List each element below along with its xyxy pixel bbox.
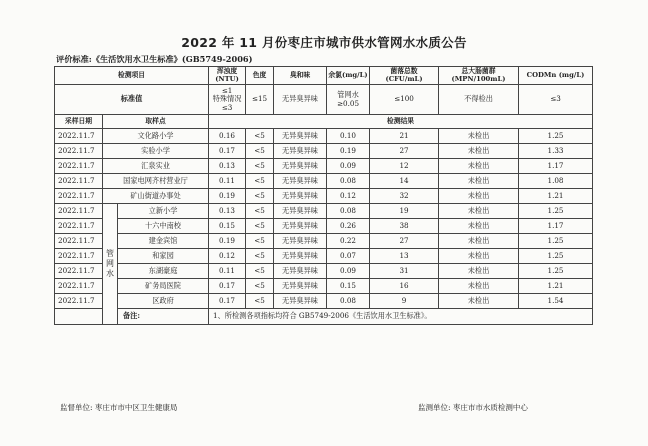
chlorine-value: 0.08 — [327, 204, 370, 219]
standard-coliform: 不得检出 — [439, 85, 519, 115]
sample-date: 2022.11.7 — [55, 264, 103, 279]
coliform-value: 未检出 — [439, 144, 519, 159]
odor-value: 无异臭异味 — [274, 144, 327, 159]
sample-point: 国家电网齐村营业厅 — [103, 174, 209, 189]
color-value: <5 — [246, 129, 274, 144]
monitor-unit: 监测单位: 枣庄市市水质检测中心 — [418, 403, 528, 412]
turbidity-value: 0.13 — [209, 204, 246, 219]
standard-odor: 无异臭异味 — [274, 85, 327, 115]
subheader-date: 采样日期 — [55, 115, 103, 129]
turbidity-value: 0.17 — [209, 294, 246, 309]
bacteria-value: 19 — [370, 204, 439, 219]
chlorine-value: 0.12 — [327, 189, 370, 204]
table-row — [55, 144, 593, 159]
chlorine-value: 0.08 — [327, 174, 370, 189]
sample-point: 实验小学 — [103, 144, 209, 159]
sample-date: 2022.11.7 — [55, 174, 103, 189]
table-row — [55, 219, 593, 234]
cod-value: 1.21 — [519, 279, 593, 294]
sample-point: 建金宾馆 — [118, 234, 209, 249]
coliform-value: 未检出 — [439, 264, 519, 279]
odor-value: 无异臭异味 — [274, 174, 327, 189]
group-label: 管 网 水 — [103, 204, 118, 325]
turbidity-value: 0.19 — [209, 189, 246, 204]
sample-date: 2022.11.7 — [55, 159, 103, 174]
table-row — [55, 234, 593, 249]
bacteria-value: 16 — [370, 279, 439, 294]
table-row — [55, 264, 593, 279]
odor-value: 无异臭异味 — [274, 249, 327, 264]
turbidity-value: 0.17 — [209, 279, 246, 294]
odor-value: 无异臭异味 — [274, 129, 327, 144]
bacteria-value: 27 — [370, 234, 439, 249]
chlorine-value: 0.22 — [327, 234, 370, 249]
odor-value: 无异臭异味 — [274, 189, 327, 204]
cod-value: 1.25 — [519, 129, 593, 144]
odor-value: 无异臭异味 — [274, 279, 327, 294]
header-bacteria: 菌落总数 (CFU/mL) — [370, 67, 439, 85]
header-odor: 臭和味 — [274, 67, 327, 85]
sample-point: 汇泉实业 — [103, 159, 209, 174]
coliform-value: 未检出 — [439, 279, 519, 294]
bacteria-value: 14 — [370, 174, 439, 189]
remarks-row — [55, 309, 593, 325]
chlorine-value: 0.09 — [327, 159, 370, 174]
coliform-value: 未检出 — [439, 234, 519, 249]
sample-point: 区政府 — [118, 294, 209, 309]
standard-bacteria: ≤100 — [370, 85, 439, 115]
table-row — [55, 159, 593, 174]
supervisor-unit: 监督单位: 枣庄市市中区卫生健康局 — [60, 403, 178, 412]
table-row — [55, 174, 593, 189]
cod-value: 1.33 — [519, 144, 593, 159]
coliform-value: 未检出 — [439, 294, 519, 309]
turbidity-value: 0.11 — [209, 264, 246, 279]
subheader-results: 检测结果 — [209, 115, 593, 129]
evaluation-standard: 评价标准:《生活饮用水卫生标准》(GB5749-2006) — [56, 54, 253, 64]
odor-value: 无异臭异味 — [274, 234, 327, 249]
coliform-value: 未检出 — [439, 174, 519, 189]
bacteria-value: 31 — [370, 264, 439, 279]
bacteria-value: 32 — [370, 189, 439, 204]
odor-value: 无异臭异味 — [274, 159, 327, 174]
sample-date: 2022.11.7 — [55, 249, 103, 264]
color-value: <5 — [246, 219, 274, 234]
bacteria-value: 9 — [370, 294, 439, 309]
standard-chlorine: 管网水 ≥0.05 — [327, 85, 370, 115]
table-row — [55, 129, 593, 144]
odor-value: 无异臭异味 — [274, 219, 327, 234]
chlorine-value: 0.07 — [327, 249, 370, 264]
odor-value: 无异臭异味 — [274, 204, 327, 219]
color-value: <5 — [246, 174, 274, 189]
turbidity-value: 0.15 — [209, 219, 246, 234]
sample-point: 矿务局医院 — [118, 279, 209, 294]
header-row — [55, 67, 593, 85]
chlorine-value: 0.26 — [327, 219, 370, 234]
remarks-label: 备注: — [55, 309, 209, 325]
cod-value: 1.25 — [519, 234, 593, 249]
color-value: <5 — [246, 234, 274, 249]
cod-value: 1.25 — [519, 204, 593, 219]
color-value: <5 — [246, 264, 274, 279]
odor-value: 无异臭异味 — [274, 264, 327, 279]
bacteria-value: 12 — [370, 159, 439, 174]
turbidity-value: 0.19 — [209, 234, 246, 249]
sample-point: 东湖豪庭 — [118, 264, 209, 279]
chlorine-value: 0.19 — [327, 144, 370, 159]
cod-value: 1.17 — [519, 219, 593, 234]
color-value: <5 — [246, 279, 274, 294]
bacteria-value: 21 — [370, 129, 439, 144]
header-turbidity: 浑浊度 (NTU) — [209, 67, 246, 85]
sample-date: 2022.11.7 — [55, 189, 103, 204]
sample-date: 2022.11.7 — [55, 144, 103, 159]
coliform-value: 未检出 — [439, 249, 519, 264]
sample-date: 2022.11.7 — [55, 129, 103, 144]
color-value: <5 — [246, 249, 274, 264]
page-title: 2022 年 11 月份枣庄市城市供水管网水水质公告 — [181, 35, 467, 50]
cod-value: 1.54 — [519, 294, 593, 309]
header-cod: CODMn (mg/L) — [519, 67, 593, 85]
color-value: <5 — [246, 189, 274, 204]
standard-color: ≤15 — [246, 85, 274, 115]
water-quality-table — [54, 66, 593, 325]
sample-date: 2022.11.7 — [55, 219, 103, 234]
turbidity-value: 0.12 — [209, 249, 246, 264]
sample-point: 十六中南校 — [118, 219, 209, 234]
bacteria-value: 27 — [370, 144, 439, 159]
sample-date: 2022.11.7 — [55, 204, 103, 219]
table-row — [55, 279, 593, 294]
color-value: <5 — [246, 159, 274, 174]
sample-point: 矿山街道办事处 — [103, 189, 209, 204]
chlorine-value: 0.08 — [327, 294, 370, 309]
cod-value: 1.25 — [519, 249, 593, 264]
turbidity-value: 0.13 — [209, 159, 246, 174]
table-row — [55, 204, 593, 219]
turbidity-value: 0.11 — [209, 174, 246, 189]
color-value: <5 — [246, 204, 274, 219]
subheader-row — [55, 115, 593, 129]
chlorine-value: 0.10 — [327, 129, 370, 144]
subheader-point: 取样点 — [103, 115, 209, 129]
standard-turbidity: ≤1 特殊情况 ≤3 — [209, 85, 246, 115]
coliform-value: 未检出 — [439, 189, 519, 204]
coliform-value: 未检出 — [439, 219, 519, 234]
chlorine-value: 0.09 — [327, 264, 370, 279]
sample-date: 2022.11.7 — [55, 279, 103, 294]
sample-date: 2022.11.7 — [55, 234, 103, 249]
turbidity-value: 0.16 — [209, 129, 246, 144]
sample-point: 和家园 — [118, 249, 209, 264]
bacteria-value: 38 — [370, 219, 439, 234]
standard-cod: ≤3 — [519, 85, 593, 115]
header-color: 色度 — [246, 67, 274, 85]
cod-value: 1.17 — [519, 159, 593, 174]
standard-row — [55, 85, 593, 115]
coliform-value: 未检出 — [439, 204, 519, 219]
sample-point: 立新小学 — [118, 204, 209, 219]
color-value: <5 — [246, 294, 274, 309]
cod-value: 1.21 — [519, 189, 593, 204]
table-row — [55, 189, 593, 204]
cod-value: 1.08 — [519, 174, 593, 189]
turbidity-value: 0.17 — [209, 144, 246, 159]
sample-date: 2022.11.7 — [55, 294, 103, 309]
header-chlorine: 余氯(mg/L) — [327, 67, 370, 85]
coliform-value: 未检出 — [439, 129, 519, 144]
standard-label: 标准值 — [55, 85, 209, 115]
table-row — [55, 249, 593, 264]
odor-value: 无异臭异味 — [274, 294, 327, 309]
chlorine-value: 0.15 — [327, 279, 370, 294]
cod-value: 1.25 — [519, 264, 593, 279]
bacteria-value: 13 — [370, 249, 439, 264]
color-value: <5 — [246, 144, 274, 159]
coliform-value: 未检出 — [439, 159, 519, 174]
sample-point: 文化路小学 — [103, 129, 209, 144]
header-coliform: 总大肠菌群 (MPN/100mL) — [439, 67, 519, 85]
table-row — [55, 294, 593, 309]
header-item: 检测项目 — [55, 67, 209, 85]
remarks-text: 1、所检测各项指标均符合 GB5749-2006《生活饮用水卫生标准》。 — [209, 309, 593, 325]
